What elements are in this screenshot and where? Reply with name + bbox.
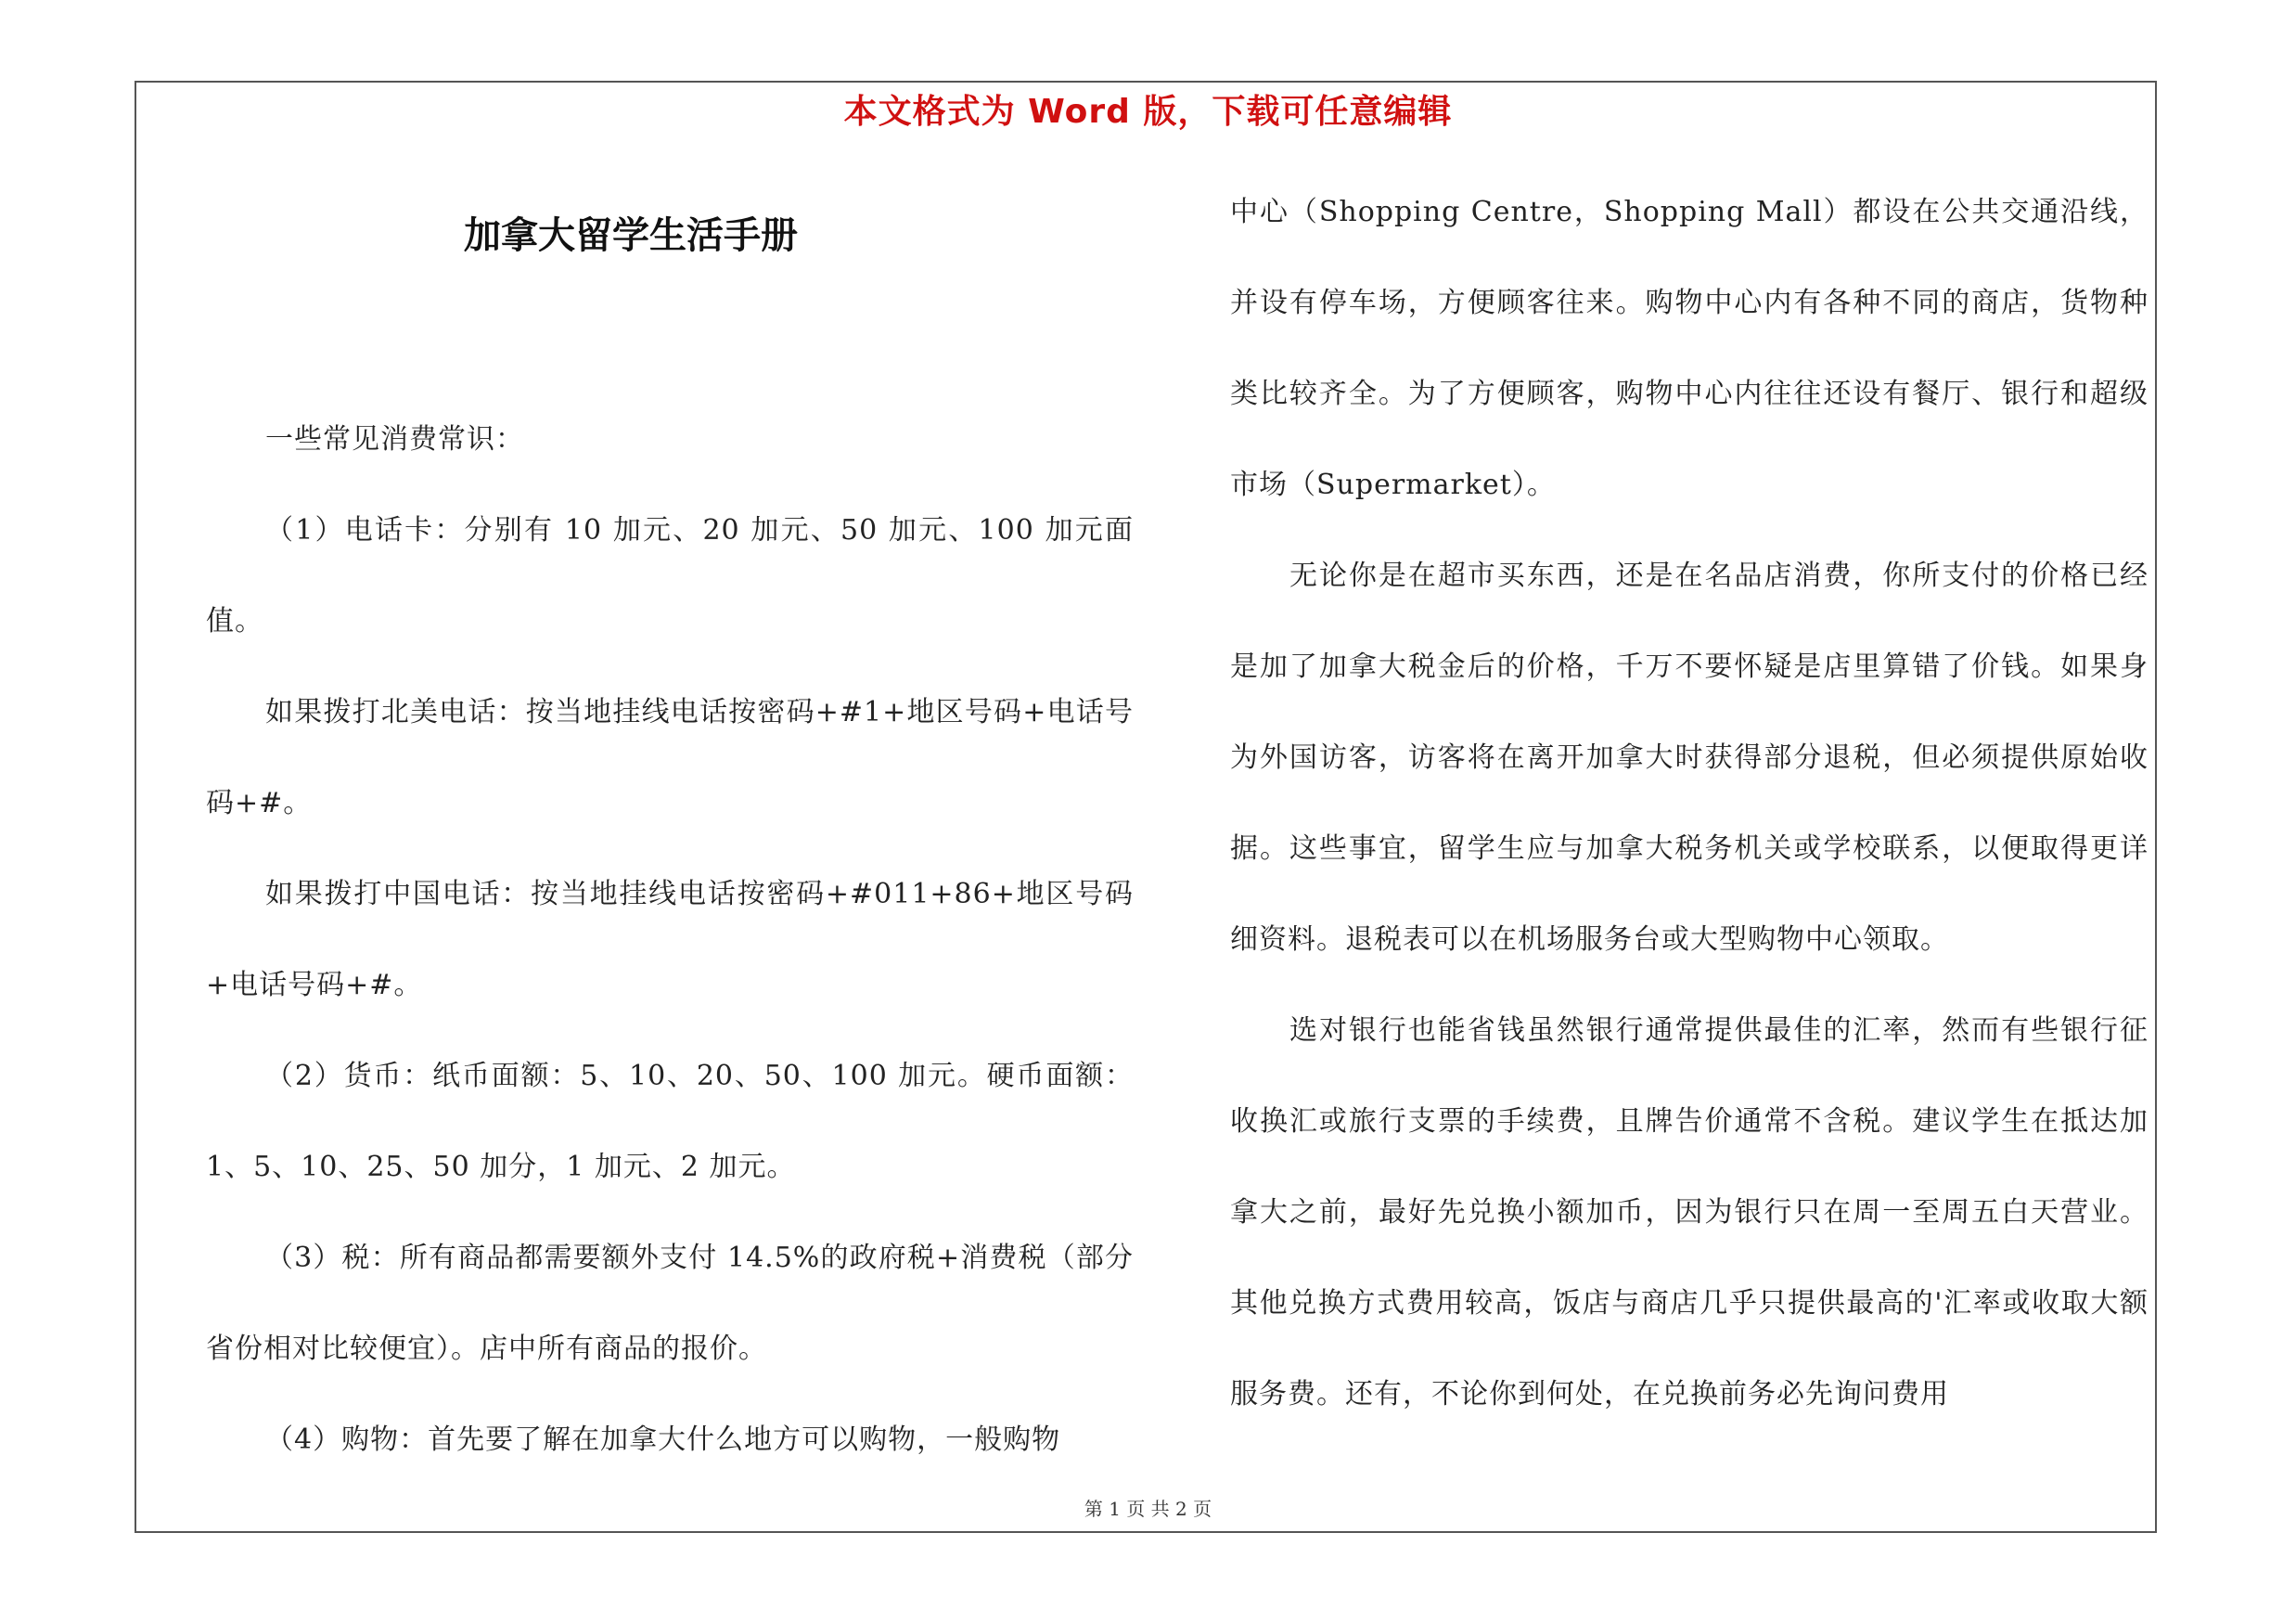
page-footer: 第 1 页 共 2 页 [1084, 1498, 1212, 1520]
paragraph: （3）税：所有商品都需要额外支付 14.5%的政府税+消费税（部分省份相对比较便宜）。店中所有商品的报价。 [206, 1242, 1134, 1365]
paragraph: 如果拨打中国电话：按当地挂线电话按密码+#011+86+地区号码+电话号码+#。 [206, 878, 1134, 1001]
paragraph: 选对银行也能省钱虽然银行通常提供最佳的汇率，然而有些银行征收换汇或旅行支票的手续费，且牌告价通常不含税。建议学生在抵达加拿大之前，最好先兑换小额加币，因为银行只在周一至周五白天营业。其他兑换方式费用较高，饭店与商店几乎只提供最高的'汇率或收取大额服务费。还有，不论你到何处，在兑换前务必先询问费用 [1230, 1014, 2148, 1410]
document-title: 加拿大留学生活手册 [464, 214, 798, 257]
format-banner: 本文格式为 Word 版，下载可任意编辑 [843, 93, 1453, 131]
left-column [206, 394, 1134, 1486]
paragraph: 如果拨打北美电话：按当地挂线电话按密码+#1+地区号码+电话号码+#。 [206, 696, 1134, 819]
paragraph: （4）购物：首先要了解在加拿大什么地方可以购物，一般购物 [265, 1423, 1061, 1456]
paragraph: （2）货币：纸币面额：5、10、20、50、100 加元。硬币面额：1、5、10、25、50 加分，1 加元、2 加元。 [206, 1060, 1134, 1183]
paragraph: （1）电话卡：分别有 10 加元、20 加元、50 加元、100 加元面值。 [206, 514, 1134, 638]
paragraph: 中心（Shopping Centre，Shopping Mall）都设在公共交通沿线，并设有停车场，方便顾客往来。购物中心内有各种不同的商店，货物种类比较齐全。为了方便顾客，购物中心内往往还设有餐厅、银行和超级市场（Supermarket）。 [1230, 196, 2148, 501]
paragraph: 一些常见消费常识： [265, 423, 524, 456]
paragraph: 无论你是在超市买东西，还是在名品店消费，你所支付的价格已经是加了加拿大税金后的价格，千万不要怀疑是店里算错了价钱。如果身为外国访客，访客将在离开加拿大时获得部分退税，但必须提供原始收据。这些事宜，留学生应与加拿大税务机关或学校联系，以便取得更详细资料。退税表可以在机场服务台或大型购物中心领取。 [1230, 560, 2148, 956]
right-column [1230, 167, 2148, 1440]
